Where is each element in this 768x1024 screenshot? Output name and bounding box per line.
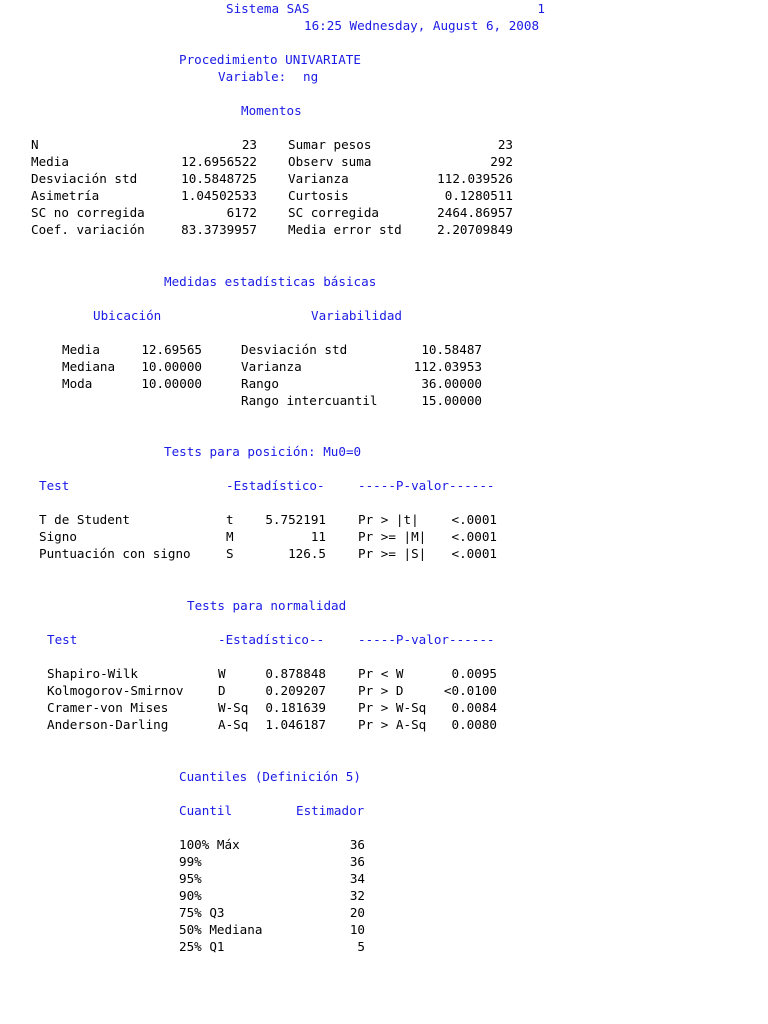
moments-row-value: 2.20709849 bbox=[437, 222, 513, 237]
quantile-label: 75% Q3 bbox=[179, 905, 225, 920]
moments-row-label: Media error std bbox=[288, 222, 402, 237]
run-datetime: 16:25 Wednesday, August 6, 2008 bbox=[304, 18, 540, 33]
moments-row-value: 83.3739957 bbox=[181, 222, 257, 237]
quantile-label: 90% bbox=[179, 888, 202, 903]
basic-row-label: Moda bbox=[62, 376, 93, 391]
moments-row-label: Varianza bbox=[288, 171, 349, 186]
normality-pvalue-column-header: -----P-valor------ bbox=[358, 632, 495, 647]
basic-row-value: 112.03953 bbox=[413, 359, 482, 374]
quantile-estimate: 20 bbox=[349, 905, 365, 920]
variability-column-header: Variabilidad bbox=[311, 308, 402, 323]
quantile-label: 99% bbox=[179, 854, 202, 869]
normality-test-p-value: 0.0084 bbox=[451, 700, 497, 715]
location-test-statistic: 5.752191 bbox=[265, 512, 326, 527]
basic-row-label: Mediana bbox=[62, 359, 116, 374]
basic-row-value: 10.58487 bbox=[421, 342, 482, 357]
location-test-name: Signo bbox=[39, 529, 77, 544]
quantile-label: 25% Q1 bbox=[179, 939, 225, 954]
quantile-estimate: 10 bbox=[349, 922, 365, 937]
quantiles-heading: Cuantiles (Definición 5) bbox=[179, 769, 361, 784]
normality-test-name: Cramer-von Mises bbox=[47, 700, 169, 715]
location-test-p-label: Pr > |t| bbox=[358, 512, 419, 527]
moments-row-label: Curtosis bbox=[288, 188, 349, 203]
procedure-title: Procedimiento UNIVARIATE bbox=[179, 52, 361, 67]
basic-row-label: Rango intercuantil bbox=[241, 393, 378, 408]
normality-test-name: Shapiro-Wilk bbox=[47, 666, 138, 681]
moments-row-value: 112.039526 bbox=[437, 171, 513, 186]
quantile-label: 95% bbox=[179, 871, 202, 886]
normality-test-p-label: Pr > A-Sq bbox=[358, 717, 427, 732]
estimate-column-header: Estimador bbox=[296, 803, 365, 818]
normality-test-statistic: 0.209207 bbox=[265, 683, 326, 698]
basic-row-value: 36.00000 bbox=[421, 376, 482, 391]
quantile-column-header: Cuantil bbox=[179, 803, 233, 818]
location-test-statistic: 126.5 bbox=[288, 546, 326, 561]
basic-stats-heading: Medidas estadísticas básicas bbox=[164, 274, 377, 289]
moments-row-label: Desviación std bbox=[31, 171, 138, 186]
moments-row-value: 12.6956522 bbox=[181, 154, 257, 169]
normality-test-p-value: 0.0080 bbox=[451, 717, 497, 732]
location-test-name: Puntuación con signo bbox=[39, 546, 191, 561]
normality-stat-column-header: -Estadístico-- bbox=[218, 632, 325, 647]
variable-label: Variable: bbox=[218, 69, 287, 84]
location-test-symbol: M bbox=[226, 529, 234, 544]
basic-row-label: Media bbox=[62, 342, 100, 357]
normality-test-p-value: 0.0095 bbox=[451, 666, 497, 681]
normality-test-p-label: Pr > W-Sq bbox=[358, 700, 427, 715]
moments-heading: Momentos bbox=[241, 103, 302, 118]
location-stat-column-header: -Estadístico- bbox=[226, 478, 325, 493]
moments-row-label: SC corregida bbox=[288, 205, 379, 220]
moments-row-label: SC no corregida bbox=[31, 205, 145, 220]
basic-row-value: 15.00000 bbox=[421, 393, 482, 408]
moments-row-value: 6172 bbox=[226, 205, 257, 220]
variable-name: ng bbox=[303, 69, 319, 84]
basic-row-label: Desviación std bbox=[241, 342, 348, 357]
moments-row-value: 10.5848725 bbox=[181, 171, 257, 186]
location-tests-heading: Tests para posición: Mu0=0 bbox=[164, 444, 362, 459]
quantile-estimate: 32 bbox=[349, 888, 365, 903]
moments-row-label: Media bbox=[31, 154, 69, 169]
moments-row-value: 23 bbox=[241, 137, 257, 152]
quantile-estimate: 5 bbox=[357, 939, 365, 954]
moments-row-value: 2464.86957 bbox=[437, 205, 513, 220]
location-test-p-label: Pr >= |S| bbox=[358, 546, 427, 561]
quantile-estimate: 36 bbox=[349, 837, 365, 852]
location-column-header: Ubicación bbox=[93, 308, 162, 323]
location-pvalue-column-header: -----P-valor------ bbox=[358, 478, 495, 493]
page-number: 1 bbox=[537, 1, 545, 16]
normality-test-symbol: D bbox=[218, 683, 226, 698]
location-test-p-value: <.0001 bbox=[451, 512, 497, 527]
normality-test-statistic: 1.046187 bbox=[265, 717, 326, 732]
normality-tests-heading: Tests para normalidad bbox=[187, 598, 347, 613]
normality-test-symbol: W bbox=[218, 666, 226, 681]
moments-row-value: 0.1280511 bbox=[444, 188, 513, 203]
location-test-statistic: 11 bbox=[310, 529, 326, 544]
system-title: Sistema SAS bbox=[226, 1, 310, 16]
moments-row-label: N bbox=[31, 137, 39, 152]
moments-row-value: 292 bbox=[490, 154, 513, 169]
basic-row-value: 10.00000 bbox=[141, 359, 202, 374]
location-test-p-label: Pr >= |M| bbox=[358, 529, 427, 544]
location-test-name: T de Student bbox=[39, 512, 130, 527]
basic-row-value: 10.00000 bbox=[141, 376, 202, 391]
quantile-label: 50% Mediana bbox=[179, 922, 263, 937]
moments-row-label: Sumar pesos bbox=[288, 137, 372, 152]
normality-test-symbol: A-Sq bbox=[218, 717, 249, 732]
location-test-p-value: <.0001 bbox=[451, 529, 497, 544]
quantile-estimate: 34 bbox=[349, 871, 365, 886]
normality-test-p-label: Pr > D bbox=[358, 683, 404, 698]
normality-test-p-label: Pr < W bbox=[358, 666, 404, 681]
moments-row-label: Coef. variación bbox=[31, 222, 145, 237]
moments-row-value: 1.04502533 bbox=[181, 188, 257, 203]
normality-test-statistic: 0.181639 bbox=[265, 700, 326, 715]
quantile-label: 100% Máx bbox=[179, 837, 240, 852]
moments-row-label: Observ suma bbox=[288, 154, 372, 169]
normality-test-p-value: <0.0100 bbox=[443, 683, 497, 698]
location-test-column-header: Test bbox=[39, 478, 70, 493]
basic-row-value: 12.69565 bbox=[141, 342, 202, 357]
normality-test-name: Anderson-Darling bbox=[47, 717, 169, 732]
normality-test-name: Kolmogorov-Smirnov bbox=[47, 683, 184, 698]
basic-row-label: Varianza bbox=[241, 359, 302, 374]
location-test-p-value: <.0001 bbox=[451, 546, 497, 561]
moments-row-label: Asimetría bbox=[31, 188, 100, 203]
basic-row-label: Rango bbox=[241, 376, 279, 391]
location-test-symbol: t bbox=[226, 512, 234, 527]
location-test-symbol: S bbox=[226, 546, 234, 561]
normality-test-symbol: W-Sq bbox=[218, 700, 249, 715]
normality-test-statistic: 0.878848 bbox=[265, 666, 326, 681]
normality-test-column-header: Test bbox=[47, 632, 78, 647]
moments-row-value: 23 bbox=[497, 137, 513, 152]
quantile-estimate: 36 bbox=[349, 854, 365, 869]
